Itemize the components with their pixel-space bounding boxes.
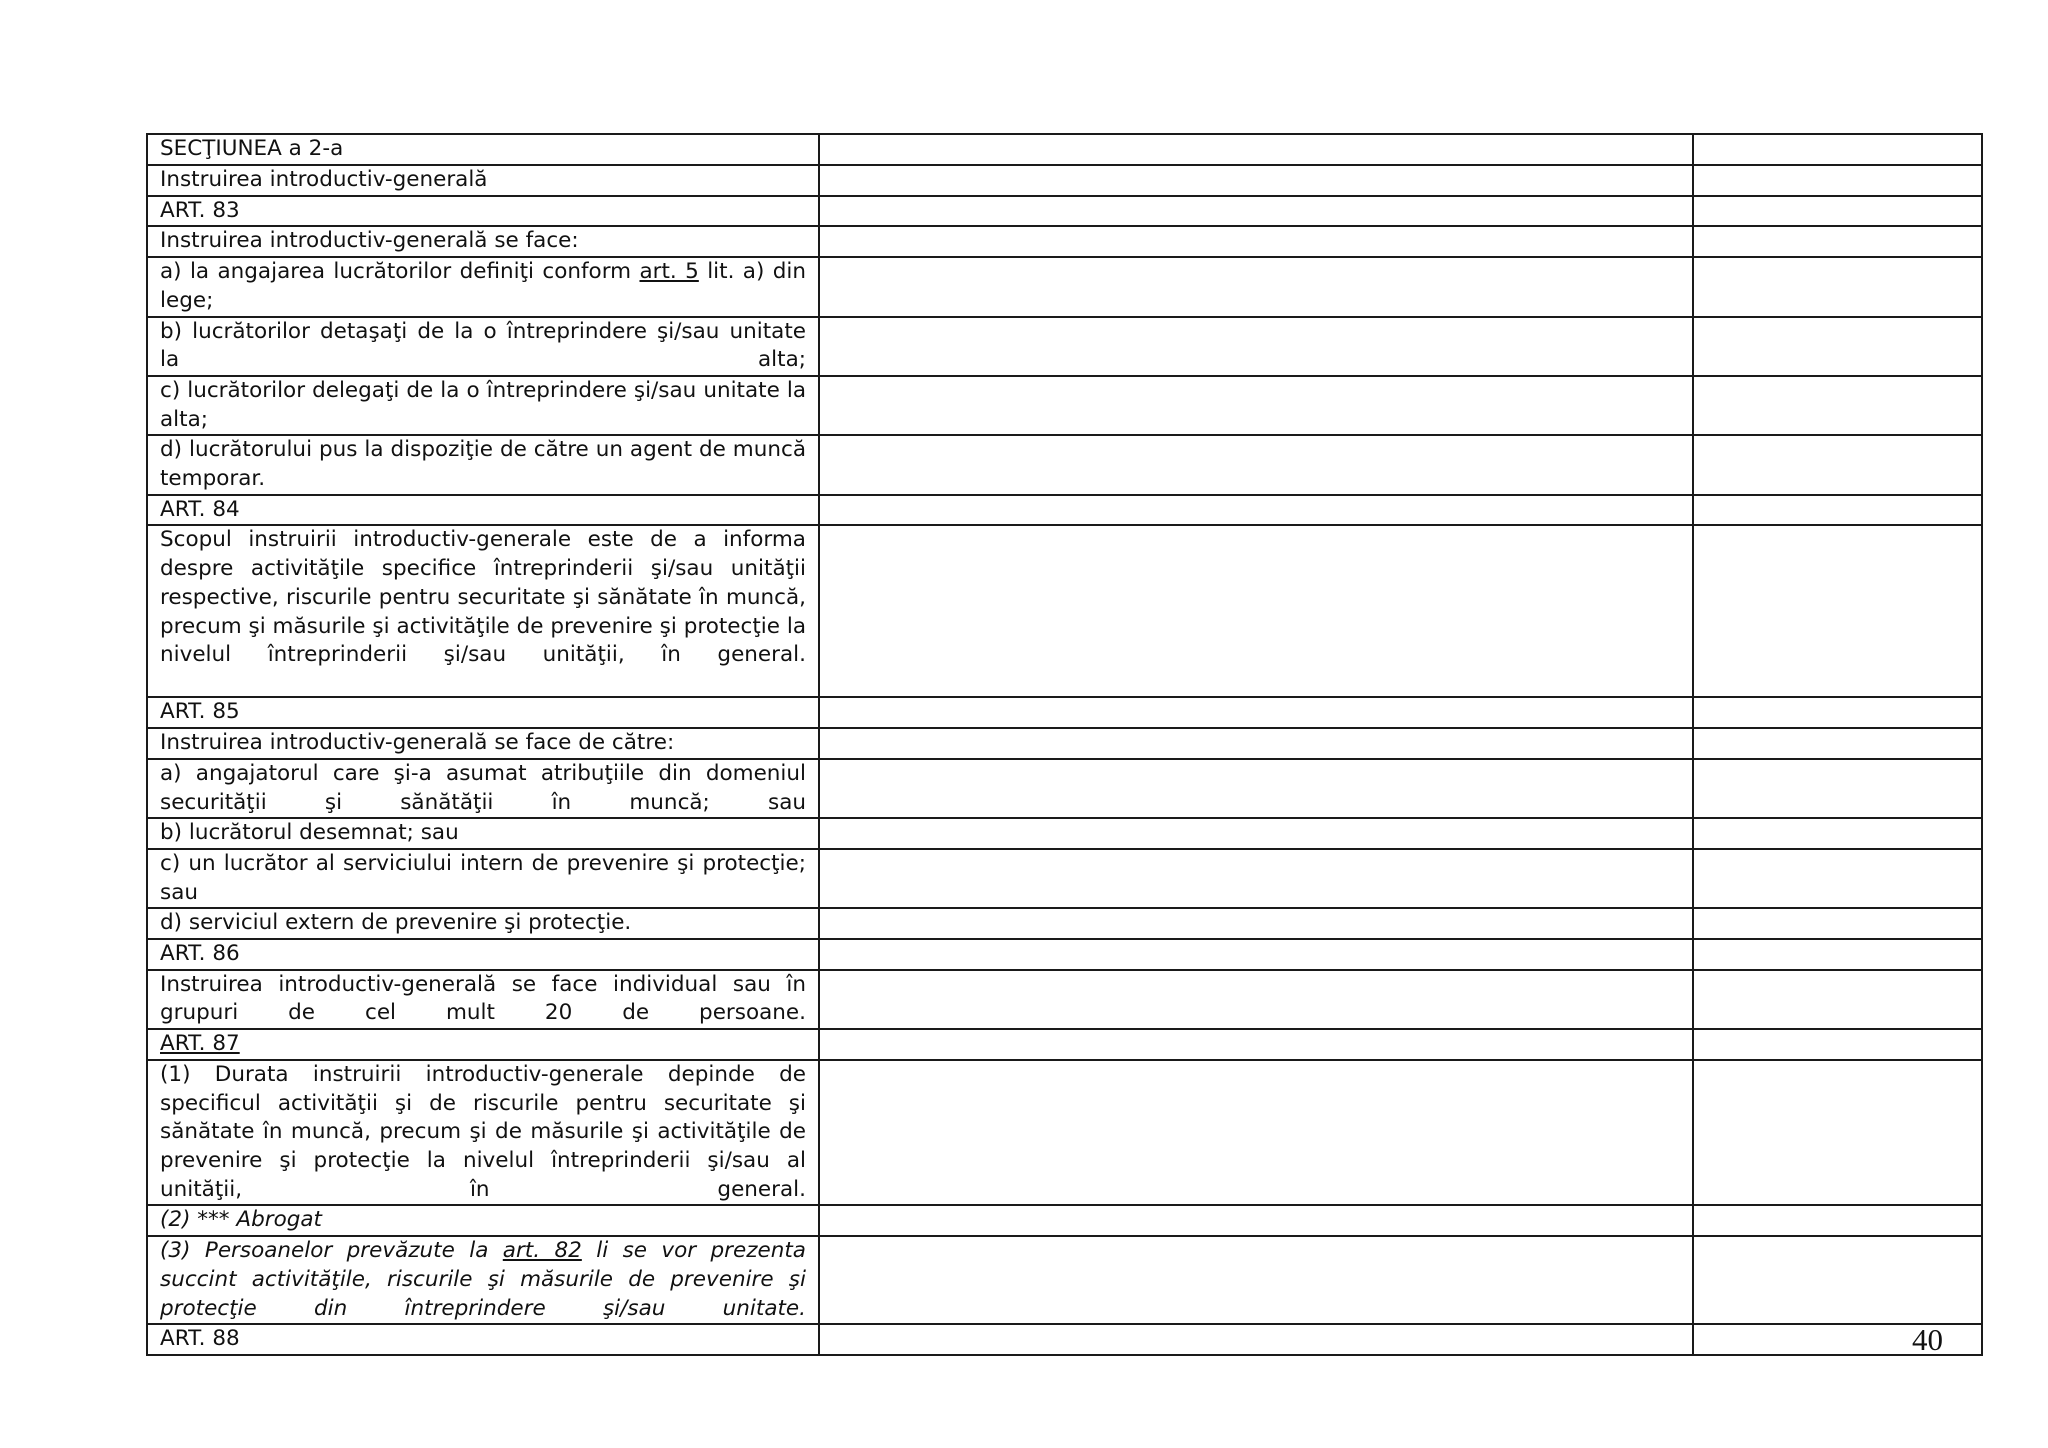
table-row bbox=[147, 376, 1982, 435]
empty-cell bbox=[819, 728, 1693, 759]
article-number: ART. 83 bbox=[147, 196, 819, 227]
empty-cell bbox=[819, 196, 1693, 227]
table-row bbox=[147, 525, 1982, 697]
empty-cell bbox=[819, 226, 1693, 257]
art-87-link[interactable]: ART. 87 bbox=[160, 1031, 240, 1057]
table-row bbox=[147, 908, 1982, 939]
empty-cell bbox=[1693, 376, 1982, 435]
empty-cell bbox=[819, 970, 1693, 1029]
table-row bbox=[147, 1205, 1982, 1236]
paragraph-text: c) un lucrător al serviciului intern de prevenire şi protecţie; sau bbox=[147, 849, 819, 908]
article-number: ART. 85 bbox=[147, 697, 819, 728]
empty-cell bbox=[819, 495, 1693, 526]
table-row bbox=[147, 134, 1982, 165]
table-row bbox=[147, 939, 1982, 970]
paragraph-text: c) lucrătorilor delegaţi de la o întreprindere şi/sau unitate la alta; bbox=[147, 376, 819, 435]
empty-cell bbox=[1693, 226, 1982, 257]
page-number: 40 bbox=[1912, 1322, 1943, 1357]
paragraph-text: Instruirea introductiv-generală se face: bbox=[147, 226, 819, 257]
article-number: ART. 88 bbox=[147, 1324, 819, 1355]
table-row bbox=[147, 818, 1982, 849]
empty-cell bbox=[819, 818, 1693, 849]
empty-cell bbox=[1693, 525, 1982, 697]
section-heading: SECŢIUNEA a 2-a bbox=[147, 134, 819, 165]
paragraph-text: d) lucrătorului pus la dispoziţie de către un agent de muncă temporar. bbox=[147, 435, 819, 494]
table-row bbox=[147, 970, 1982, 1029]
empty-cell bbox=[1693, 257, 1982, 316]
empty-cell bbox=[1693, 196, 1982, 227]
regulation-table bbox=[146, 133, 1983, 1356]
table-row bbox=[147, 317, 1982, 376]
table-row bbox=[147, 849, 1982, 908]
table-row bbox=[147, 759, 1982, 818]
empty-cell bbox=[1693, 970, 1982, 1029]
paragraph-text: d) serviciul extern de prevenire şi protecţie. bbox=[147, 908, 819, 939]
empty-cell bbox=[819, 1060, 1693, 1206]
paragraph-text: Instruirea introductiv-generală se face de către: bbox=[147, 728, 819, 759]
empty-cell bbox=[1693, 1060, 1982, 1206]
table-row bbox=[147, 1324, 1982, 1355]
empty-cell bbox=[819, 1205, 1693, 1236]
table-row bbox=[147, 1236, 1982, 1324]
section-title: Instruirea introductiv-generală bbox=[147, 165, 819, 196]
table-row bbox=[147, 1029, 1982, 1060]
empty-cell bbox=[819, 134, 1693, 165]
paragraph-text: b) lucrătorul desemnat; sau bbox=[147, 818, 819, 849]
empty-cell bbox=[819, 376, 1693, 435]
table-row bbox=[147, 165, 1982, 196]
empty-cell bbox=[1693, 435, 1982, 494]
empty-cell bbox=[819, 257, 1693, 316]
table-row bbox=[147, 728, 1982, 759]
empty-cell bbox=[819, 525, 1693, 697]
empty-cell bbox=[819, 908, 1693, 939]
empty-cell bbox=[1693, 1236, 1982, 1324]
empty-cell bbox=[819, 849, 1693, 908]
empty-cell bbox=[1693, 818, 1982, 849]
table-row bbox=[147, 435, 1982, 494]
article-number bbox=[147, 1029, 819, 1060]
empty-cell bbox=[819, 697, 1693, 728]
empty-cell bbox=[1693, 165, 1982, 196]
empty-cell bbox=[1693, 495, 1982, 526]
empty-cell bbox=[1693, 697, 1982, 728]
article-number: ART. 86 bbox=[147, 939, 819, 970]
paragraph-text: a) la angajarea lucrătorilor definiţi conform art. 5 lit. a) din lege; bbox=[147, 257, 819, 316]
empty-cell bbox=[819, 939, 1693, 970]
empty-cell bbox=[1693, 939, 1982, 970]
empty-cell bbox=[1693, 317, 1982, 376]
table-row bbox=[147, 257, 1982, 316]
paragraph-text: (3) Persoanelor prevăzute la art. 82 li se vor prezenta succint activităţile, riscurile şi măsurile de prevenire şi protecţie din întreprindere şi/sau unitate. bbox=[147, 1236, 819, 1324]
empty-cell bbox=[819, 1236, 1693, 1324]
empty-cell bbox=[819, 435, 1693, 494]
abrogated-paragraph: (2) *** Abrogat bbox=[147, 1205, 819, 1236]
empty-cell bbox=[819, 165, 1693, 196]
empty-cell bbox=[1693, 759, 1982, 818]
table-row bbox=[147, 495, 1982, 526]
table-row bbox=[147, 1060, 1982, 1206]
article-number: ART. 84 bbox=[147, 495, 819, 526]
empty-cell bbox=[819, 759, 1693, 818]
empty-cell bbox=[819, 1029, 1693, 1060]
empty-cell bbox=[1693, 1029, 1982, 1060]
art-82-link[interactable]: art. 82 bbox=[502, 1238, 582, 1264]
paragraph-text: b) lucrătorilor detaşaţi de la o întreprindere şi/sau unitate la alta; bbox=[147, 317, 819, 376]
empty-cell bbox=[1693, 908, 1982, 939]
paragraph-text: a) angajatorul care şi-a asumat atribuţiile din domeniul securităţii şi sănătăţii în muncă; sau bbox=[147, 759, 819, 818]
empty-cell bbox=[1693, 1205, 1982, 1236]
table-row bbox=[147, 697, 1982, 728]
paragraph-text: Instruirea introductiv-generală se face individual sau în grupuri de cel mult 20 de persoane. bbox=[147, 970, 819, 1029]
empty-cell bbox=[819, 317, 1693, 376]
paragraph-text: Scopul instruirii introductiv-generale este de a informa despre activităţile specifice întreprinderii şi/sau unităţii respective, riscurile pentru securitate şi sănătate în muncă, precum şi măsurile şi activităţile de prevenire şi protecţie la nivelul întreprinderii şi/sau unităţii, în general. bbox=[147, 525, 819, 697]
empty-cell bbox=[819, 1324, 1693, 1355]
empty-cell bbox=[1693, 728, 1982, 759]
table-row bbox=[147, 226, 1982, 257]
empty-cell bbox=[1693, 849, 1982, 908]
table-row bbox=[147, 196, 1982, 227]
empty-cell bbox=[1693, 134, 1982, 165]
paragraph-text: (1) Durata instruirii introductiv-generale depinde de specificul activităţii şi de riscurile pentru securitate şi sănătate în muncă, precum şi de măsurile şi activităţile de prevenire şi protecţie la nivelul întreprinderii şi/sau al unităţii, în general. bbox=[147, 1060, 819, 1206]
art-5-link[interactable]: art. 5 bbox=[639, 259, 699, 285]
